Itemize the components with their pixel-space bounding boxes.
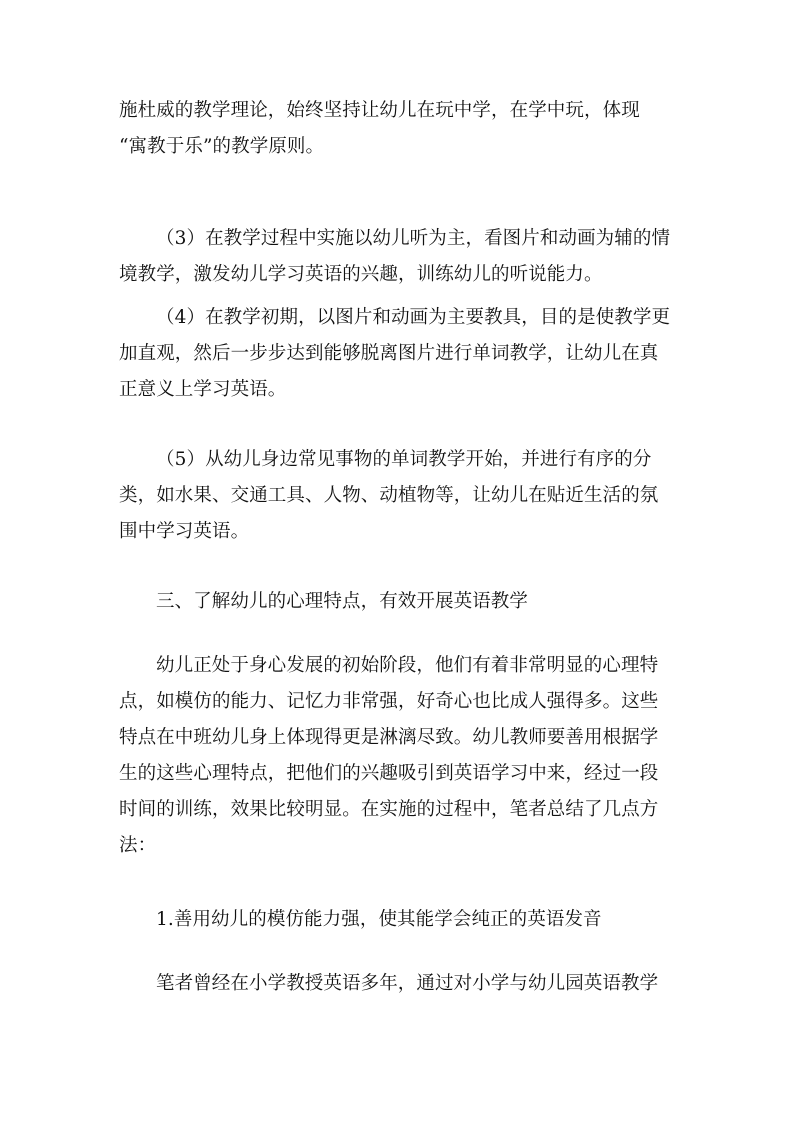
text-line: 加直观，然后一步步达到能够脱离图片进行单词教学，让幼儿在真: [119, 343, 659, 364]
text-line: 点，如模仿的能力、记忆力非常强，好奇心也比成人强得多。这些: [119, 691, 659, 712]
text-line: 正意义上学习英语。: [119, 379, 287, 400]
paragraph-item-4: [119, 300, 675, 408]
section-heading: [119, 584, 675, 620]
text-line: （5）从幼儿身边常见事物的单词教学开始，并进行有序的分: [156, 449, 652, 470]
text-line: （4）在教学初期，以图片和动画为主要教具，目的是使教学更: [156, 307, 671, 328]
paragraph-item-5: [119, 442, 675, 550]
text-line: 施杜威的教学理论，始终坚持让幼儿在玩中学，在学中玩，体现: [119, 100, 640, 121]
paragraph-continuation: [119, 93, 675, 165]
sub-heading: [119, 902, 675, 938]
text-line: 幼儿正处于身心发展的初始阶段，他们有着非常明显的心理特: [156, 655, 659, 676]
text-line: 类，如水果、交通工具、人物、动植物等，让幼儿在贴近生活的氛: [119, 485, 659, 506]
text-line: 生的这些心理特点，把他们的兴趣吸引到英语学习中来，经过一段: [119, 763, 659, 784]
subheading-text: 1.善用幼儿的模仿能力强，使其能学会纯正的英语发音: [156, 909, 602, 930]
paragraph-item-3: [119, 221, 675, 293]
text-line: （3）在教学过程中实施以幼儿听为主，看图片和动画为辅的情: [156, 228, 671, 249]
paragraph-body-1: [119, 648, 675, 864]
text-line: “寓教于乐”的教学原则。: [119, 136, 325, 157]
text-line: 特点在中班幼儿身上体现得更是淋漓尽致。幼儿教师要善用根据学: [119, 727, 659, 748]
text-line: 法：: [119, 835, 157, 856]
text-line: 境教学，激发幼儿学习英语的兴趣，训练幼儿的听说能力。: [119, 264, 603, 285]
text-line: 围中学习英语。: [119, 521, 250, 542]
paragraph-body-2: [119, 966, 675, 1002]
heading-text: 三、了解幼儿的心理特点，有效开展英语教学: [156, 591, 529, 612]
text-line: 时间的训练，效果比较明显。在实施的过程中，笔者总结了几点方: [119, 799, 659, 820]
text-line: 笔者曾经在小学教授英语多年，通过对小学与幼儿园英语教学: [156, 973, 659, 994]
